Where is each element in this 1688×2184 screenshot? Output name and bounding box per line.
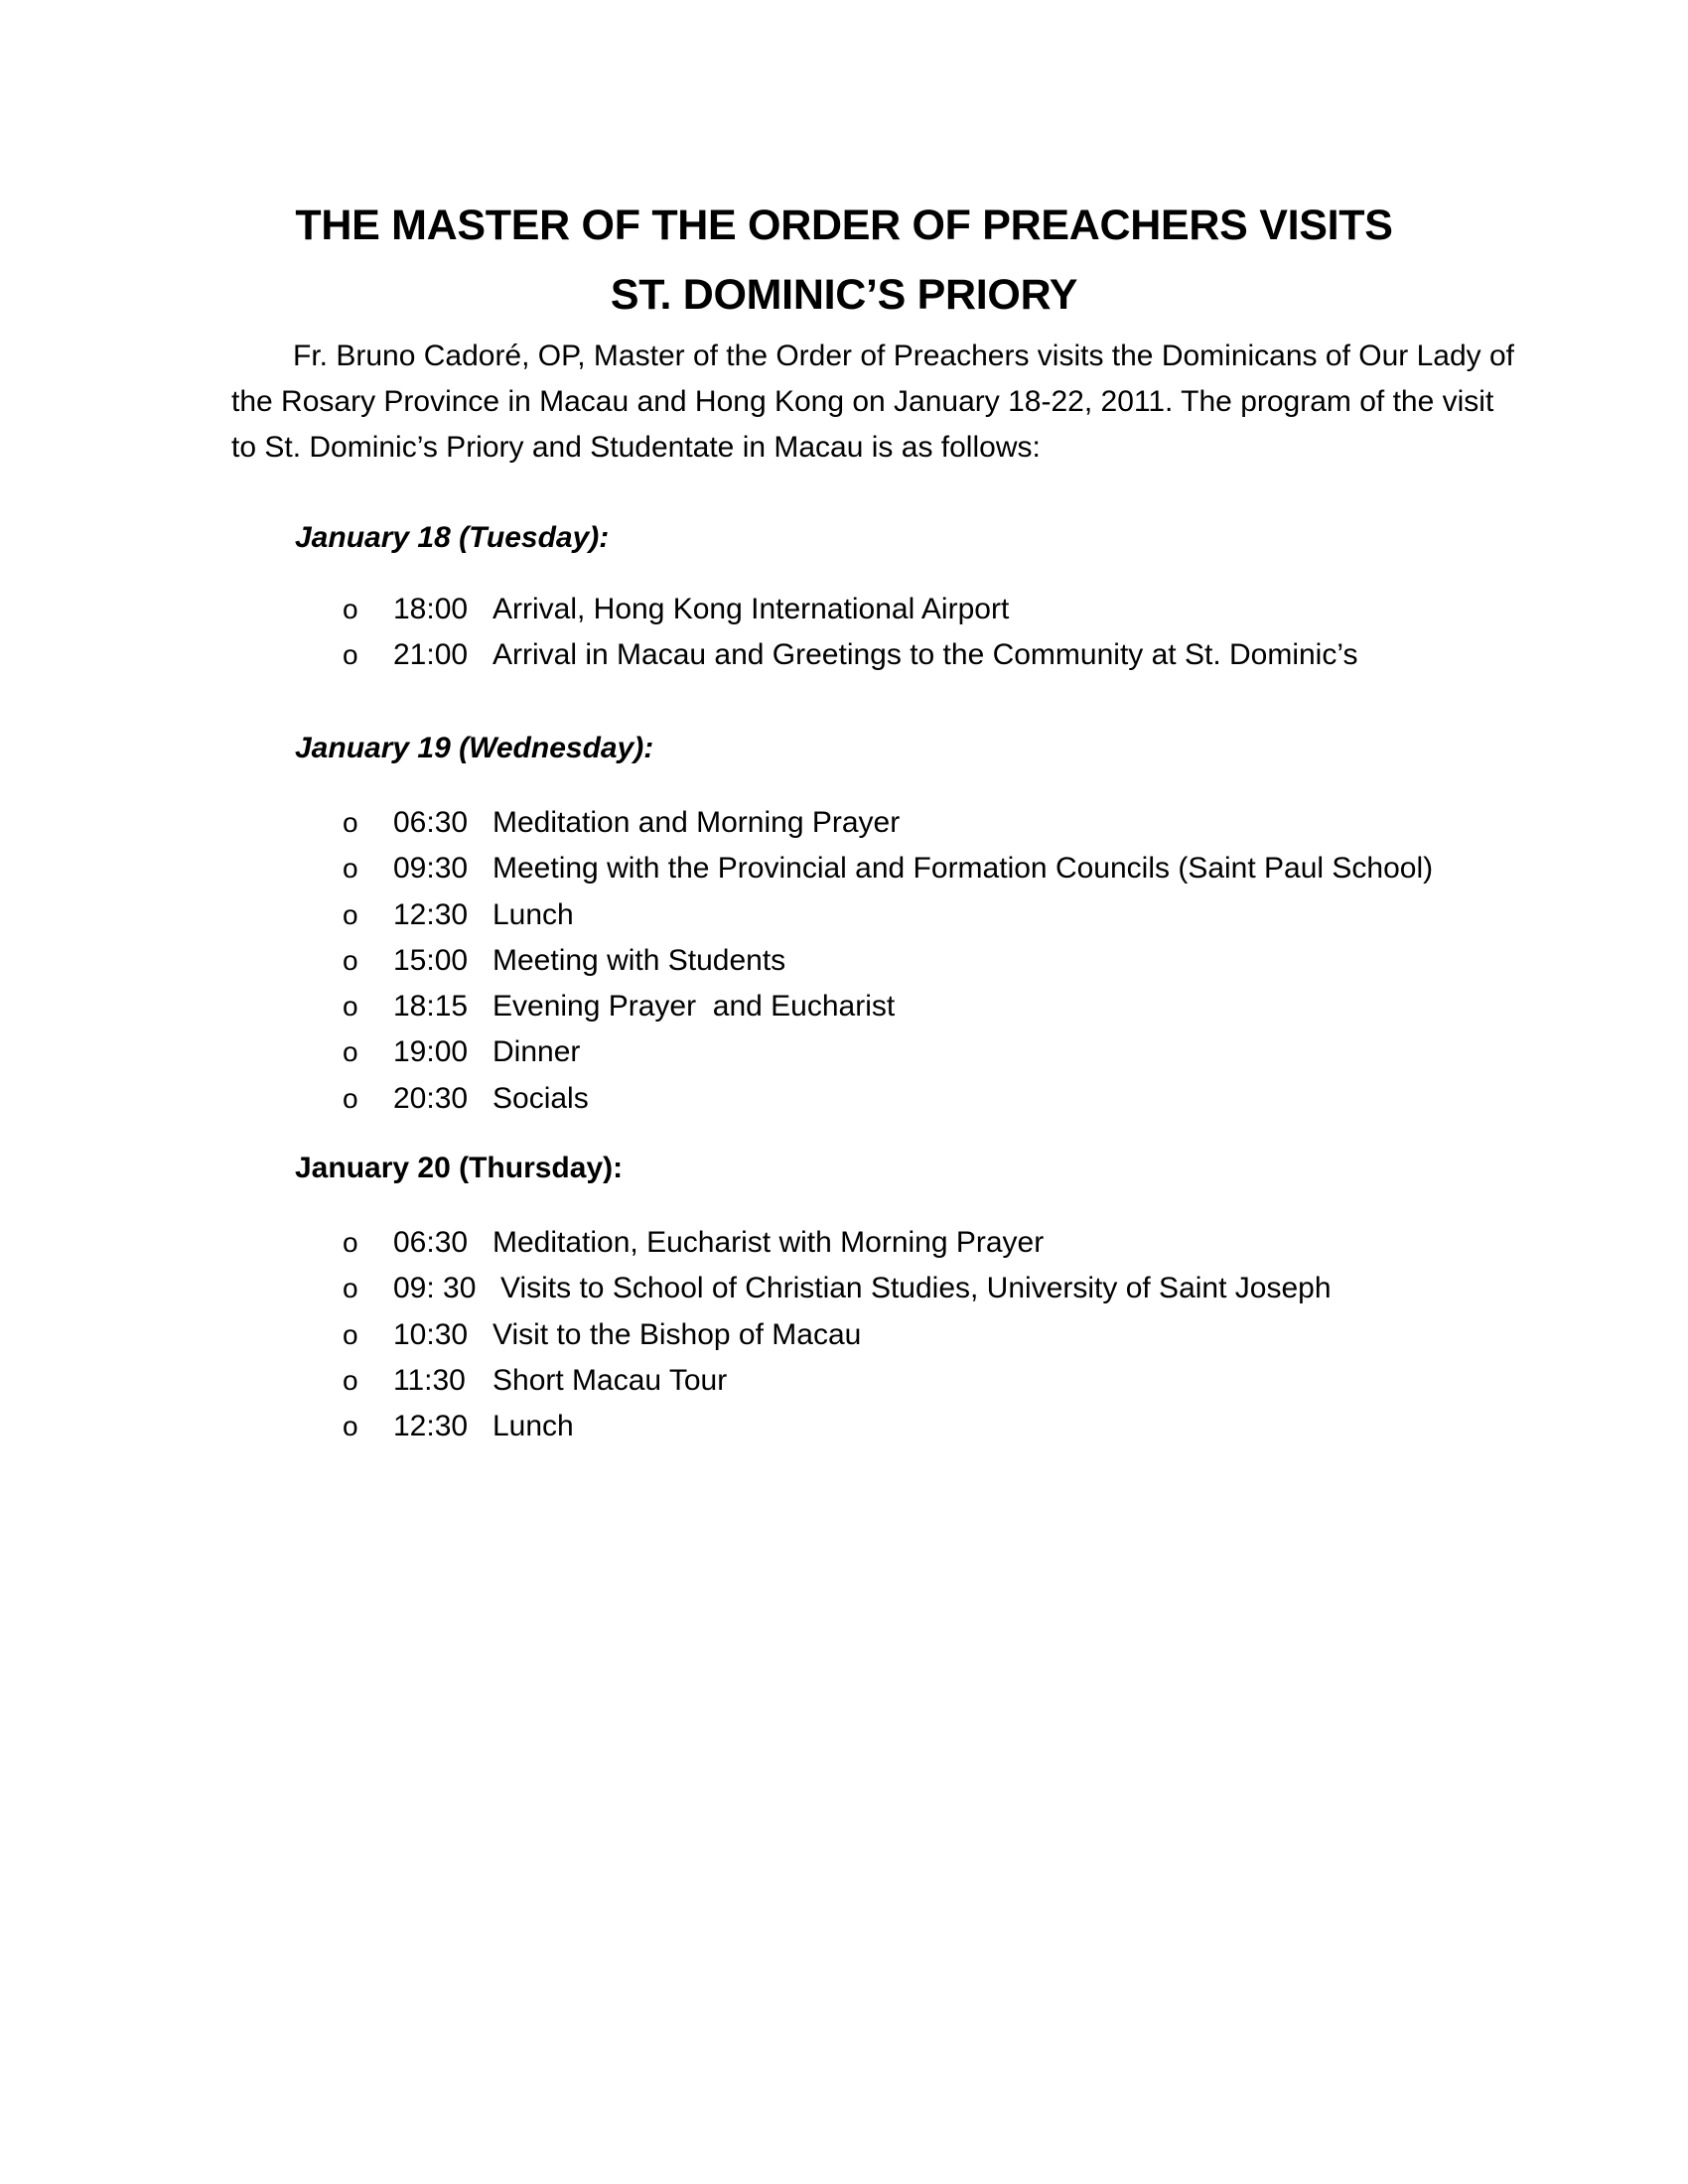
document-title-line-1: THE MASTER OF THE ORDER OF PREACHERS VISITS — [295, 202, 1393, 249]
bullet-icon: o — [343, 1318, 358, 1350]
bullet-icon: o — [343, 991, 358, 1023]
day-heading-january-18: January 18 (Tuesday): — [295, 521, 610, 554]
schedule-time: 15:00 — [393, 943, 469, 977]
day-heading-january-19: January 19 (Wednesday): — [295, 732, 654, 764]
schedule-time: 09: 30 — [393, 1272, 477, 1305]
schedule-time: 11:30 — [393, 1363, 466, 1397]
day-heading-january-20: January 20 (Thursday): — [295, 1152, 624, 1184]
schedule-time: 21:00 — [393, 638, 469, 672]
schedule-time: 10:30 — [393, 1317, 469, 1351]
intro-paragraph: Fr. Bruno Cadoré, OP, Master of the Order of Preachers visits the Dominicans of Our Lady of the Rosary Province in Macau and Hong Kong on January 18-22, 2011. The program of the visit to St. Dominic’s Priory and Studentate in Macau is as follows: — [231, 340, 1514, 464]
schedule-time: 06:30 — [393, 1226, 469, 1259]
schedule-activity: Visit to the Bishop of Macau — [492, 1317, 862, 1351]
schedule-activity: Meeting with the Provincial and Formation Councils (Saint Paul School) — [492, 852, 1434, 886]
schedule-time: 12:30 — [393, 1410, 469, 1443]
bullet-icon: o — [343, 807, 358, 838]
schedule-activity: Meeting with Students — [492, 943, 786, 977]
bullet-icon: o — [343, 944, 358, 976]
bullet-icon: o — [343, 639, 358, 671]
document-title-line-2: ST. DOMINIC’S PRIORY — [610, 271, 1078, 319]
schedule-time: 12:30 — [393, 897, 469, 931]
schedule-activity: Dinner — [492, 1035, 581, 1069]
schedule-time: 20:30 — [393, 1081, 469, 1115]
schedule-time: 06:30 — [393, 806, 469, 839]
bullet-icon: o — [343, 898, 358, 930]
bullet-icon: o — [343, 1273, 358, 1304]
schedule-activity: Arrival, Hong Kong International Airport — [492, 593, 1010, 625]
schedule-activity: Visits to School of Christian Studies, University of Saint Joseph — [500, 1272, 1332, 1305]
bullet-icon: o — [343, 1411, 358, 1442]
bullet-icon: o — [343, 1036, 358, 1068]
bullet-icon: o — [343, 594, 358, 624]
schedule-activity: Arrival in Macau and Greetings to the Community at St. Dominic’s — [492, 638, 1358, 672]
schedule-time: 09:30 — [393, 852, 469, 886]
schedule-activity: Short Macau Tour — [492, 1363, 728, 1397]
schedule-activity: Meditation and Morning Prayer — [492, 806, 901, 839]
schedule-activity: Evening Prayer and Eucharist — [492, 990, 896, 1024]
schedule-time: 18:00 — [393, 593, 469, 625]
schedule-activity: Meditation, Eucharist with Morning Prayer — [492, 1226, 1045, 1259]
bullet-icon: o — [343, 1227, 358, 1258]
bullet-icon: o — [343, 1082, 358, 1114]
schedule-activity: Lunch — [492, 897, 574, 931]
schedule-time: 18:15 — [393, 990, 469, 1024]
schedule-activity: Lunch — [492, 1410, 574, 1443]
schedule-activity: Socials — [492, 1081, 589, 1115]
schedule-time: 19:00 — [393, 1035, 469, 1069]
bullet-icon: o — [343, 1364, 358, 1396]
bullet-icon: o — [343, 853, 358, 885]
